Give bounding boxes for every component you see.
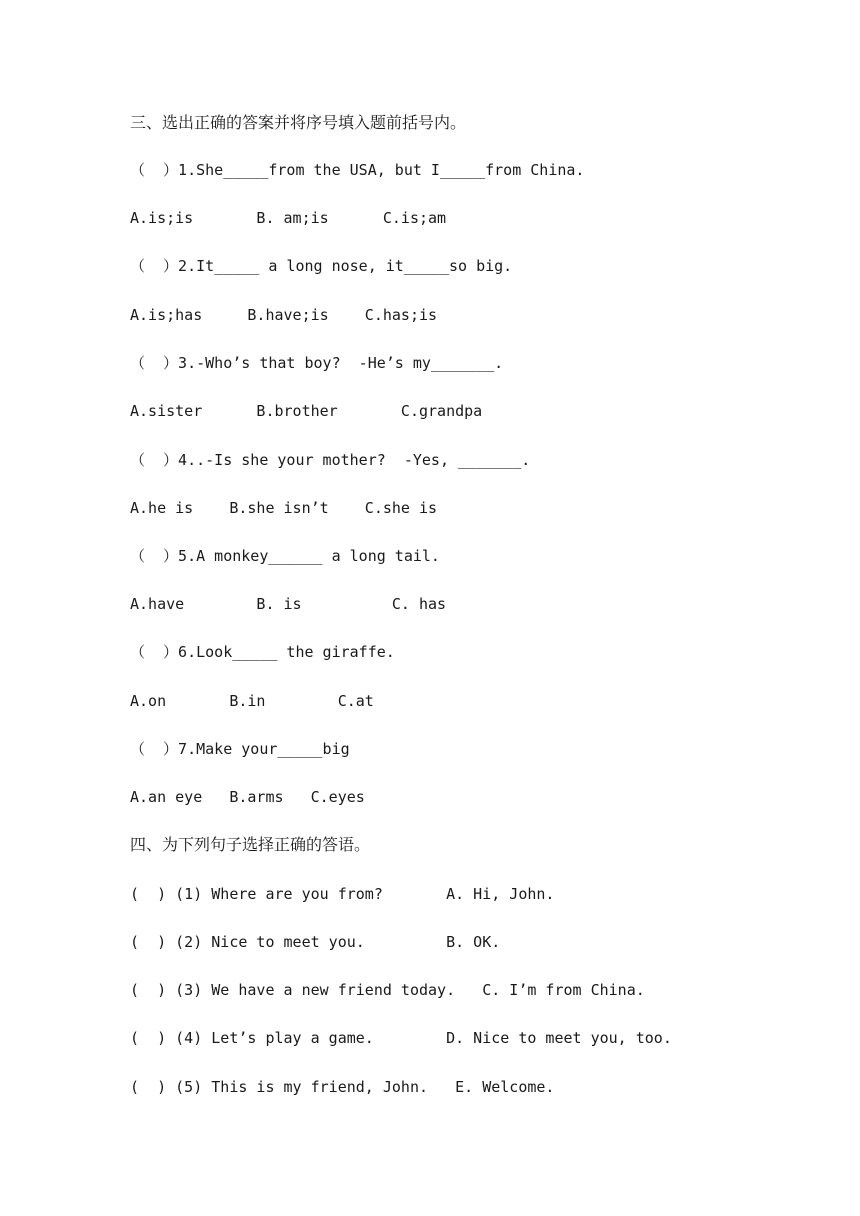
matching-item-1: ( ) (1) Where are you from? A. Hi, John. (130, 885, 555, 903)
question-5-options: A.have B. is C. has (130, 595, 447, 613)
question-2-options: A.is;has B.have;is C.has;is (130, 306, 438, 324)
section-4-heading: 四、为下列句子选择正确的答语。 (130, 835, 371, 854)
matching-item-4: ( ) (4) Let’s play a game. D. Nice to meet you, too. (130, 1029, 672, 1047)
question-5-stem: （ ）5.A monkey______ a long tail. (130, 547, 440, 565)
question-1-options: A.is;is B. am;is C.is;am (130, 209, 447, 227)
matching-item-5: ( ) (5) This is my friend, John. E. Welcome. (130, 1078, 555, 1096)
matching-item-2: ( ) (2) Nice to meet you. B. OK. (130, 933, 501, 951)
matching-item-3: ( ) (3) We have a new friend today. C. I’m from China. (130, 981, 645, 999)
question-7-options: A.an eye B.arms C.eyes (130, 788, 365, 806)
question-4-options: A.he is B.she isn’t C.she is (130, 499, 438, 517)
question-3-stem: （ ）3.-Who’s that boy? -He’s my_______. (130, 354, 504, 372)
question-6-stem: （ ）6.Look_____ the giraffe. (130, 643, 395, 661)
section-3-heading: 三、选出正确的答案并将序号填入题前括号内。 (130, 113, 467, 132)
question-6-options: A.on B.in C.at (130, 692, 374, 710)
question-4-stem: （ ）4..-Is she your mother? -Yes, _______. (130, 451, 531, 469)
question-2-stem: （ ）2.It_____ a long nose, it_____so big. (130, 257, 513, 275)
question-1-stem: （ ）1.She_____from the USA, but I_____from China. (130, 161, 585, 179)
question-3-options: A.sister B.brother C.grandpa (130, 402, 483, 420)
question-7-stem: （ ）7.Make your_____big (130, 740, 350, 758)
